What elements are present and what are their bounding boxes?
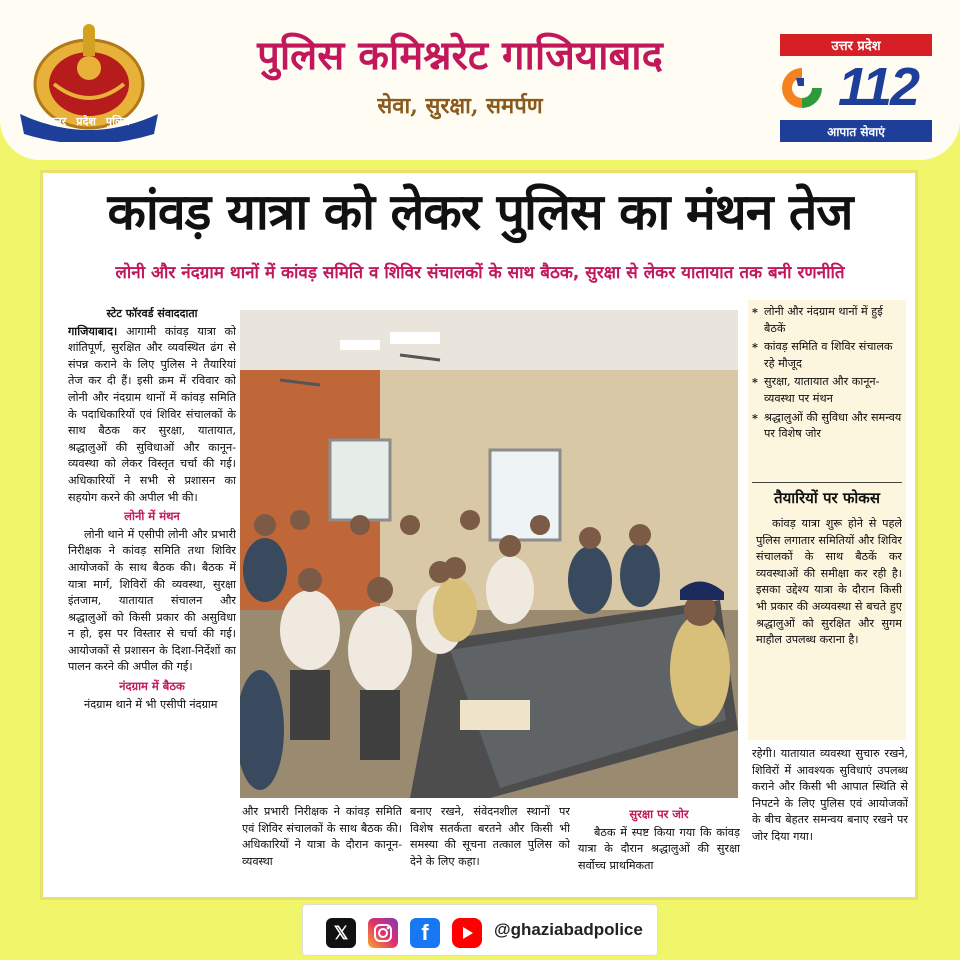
article-left-column <box>68 306 236 888</box>
emblem-label-right: पुलिस <box>105 114 130 128</box>
highlight-item: * कांवड़ समिति व शिविर संचालक रहे मौजूद <box>752 339 906 372</box>
badge-number: 112 <box>837 57 919 117</box>
article-lead: आगामी कांवड़ यात्रा को शांतिपूर्ण, सुरक्षित और व्यवस्थित ढंग से संपन्न कराने के लिए पुलिस ने तैयारियां तेज कर दी हैं। इसी क्रम में रविवार को लोनी और नंदग्राम थानों में कांवड़ समिति के पदाधिकारियों एवं शिविर संचालकों के साथ बैठक कर सुरक्षा, यातायात, श्रद्धालुओं की सुविधाओं और कानून-व्यवस्था को लेकर विस्तृत चर्चा की गई। अधिकारियों ने सभी से प्रशासन का सहयोग करने की अपील भी की। <box>68 324 236 504</box>
highlight-item: * लोनी और नंदग्राम थानों में हुई बैठकें <box>752 304 906 337</box>
facebook-icon[interactable]: f <box>410 918 440 948</box>
instagram-icon[interactable] <box>368 918 398 948</box>
badge-bottom-label: आपात सेवाएं <box>780 120 932 142</box>
youtube-icon[interactable] <box>452 918 482 948</box>
article-right-column <box>752 746 908 888</box>
focus-text: कांवड़ यात्रा शुरू होने से पहले पुलिस लगातार समितियों और शिविर संचालकों के साथ बैठकें कर व्यवस्थाओं की समीक्षा कर रही है। इसका उद्देश्य यात्रा के दौरान किसी भी प्रकार की अव्यवस्था से बचते हुए श्रद्धालुओं को सुरक्षित और सुगम माहौल उपलब्ध कराना है। <box>756 517 902 647</box>
emergency-112-badge <box>780 34 932 144</box>
x-icon[interactable]: 𝕏 <box>326 918 356 948</box>
bottom-column-3-text: बैठक में स्पष्ट किया गया कि कांवड़ यात्रा के दौरान श्रद्धालुओं की सुरक्षा सर्वोच्च प्राथमिकता <box>578 825 740 872</box>
article-headline: कांवड़ यात्रा को लेकर पुलिस का मंथन तेज <box>107 183 853 241</box>
article-byline: स्टेट फॉरवर्ड संवाददाता <box>106 307 198 320</box>
highlights-list <box>752 304 906 445</box>
emblem-label <box>14 110 164 132</box>
section-heading-nandgram: नंदग्राम में बैठक <box>119 679 185 694</box>
bottom-column-2-text: बनाए रखने, संवेदनशील स्थानों पर विशेष सतर्कता बरतने और किसी भी समस्या की सूचना तत्काल पुलिस को देने के लिए कहा। <box>410 805 570 868</box>
article-subheadline: लोनी और नंदग्राम थानों में कांवड़ समिति व शिविर संचालकों के साथ बैठक, सुरक्षा से लेकर यातायात तक बनी रणनीति <box>115 263 845 283</box>
phone-icon <box>782 64 824 112</box>
social-handle[interactable]: @ghaziabadpolice <box>494 920 643 939</box>
page-tagline: सेवा, सुरक्षा, समर्पण <box>377 93 543 119</box>
highlight-item: * श्रद्धालुओं की सुविधा और समन्वय पर विशेष जोर <box>752 410 906 443</box>
focus-column <box>756 516 902 738</box>
highlight-item: * सुरक्षा, यातायात और कानून-व्यवस्था पर मंथन <box>752 374 906 407</box>
section-heading-security: सुरक्षा पर जोर <box>629 807 689 821</box>
bottom-column-1-text: और प्रभारी निरीक्षक ने कांवड़ समिति एवं शिविर संचालकों के साथ बैठक की। अधिकारियों ने यात्रा के दौरान कानून-व्यवस्था <box>242 805 402 868</box>
section-body-loni: लोनी थाने में एसीपी लोनी और प्रभारी निरीक्षक ने कांवड़ समिति तथा शिविर आयोजकों के साथ बैठक की। बैठक में यात्रा मार्ग, शिविरों की व्यवस्था, सुरक्षा इंतजाम, यातायात संचालन और श्रद्धालुओं को किसी प्रकार की असुविधा न हो, इस पर विस्तार से चर्चा की गई। आयोजकों से प्रशासन के दिशा-निर्देशों का पालन करने की अपील की गई। <box>68 527 236 674</box>
article-bottom-column-2 <box>410 804 570 888</box>
section-heading-loni: लोनी में मंथन <box>124 509 180 524</box>
sidebar-divider <box>752 482 902 483</box>
page-title: पुलिस कमिश्नरेट गाजियाबाद <box>257 32 663 79</box>
emblem-label-left: उत्तर <box>48 114 67 128</box>
article-bottom-column-3 <box>578 804 740 888</box>
page-header <box>0 0 960 160</box>
meeting-photo <box>240 310 738 798</box>
emblem-label-mid: प्रदेश <box>76 114 96 128</box>
right-column-text: रहेगी। यातायात व्यवस्था सुचारु रखने, शिविरों में आवश्यक सुविधाएं उपलब्ध कराने और किसी भी आपात स्थिति से निपटने के लिए पुलिस एवं आयोजकों के बीच बेहतर समन्वय बनाए रखने पर जोर दिया गया। <box>752 747 908 843</box>
article-bottom-column-1 <box>242 804 402 888</box>
badge-top-label: उत्तर प्रदेश <box>780 34 932 56</box>
focus-heading: तैयारियों पर फोकस <box>774 489 880 507</box>
article-dateline: गाजियाबाद। <box>68 323 118 338</box>
section-body-nandgram: नंदग्राम थाने में भी एसीपी नंदग्राम <box>84 697 218 711</box>
